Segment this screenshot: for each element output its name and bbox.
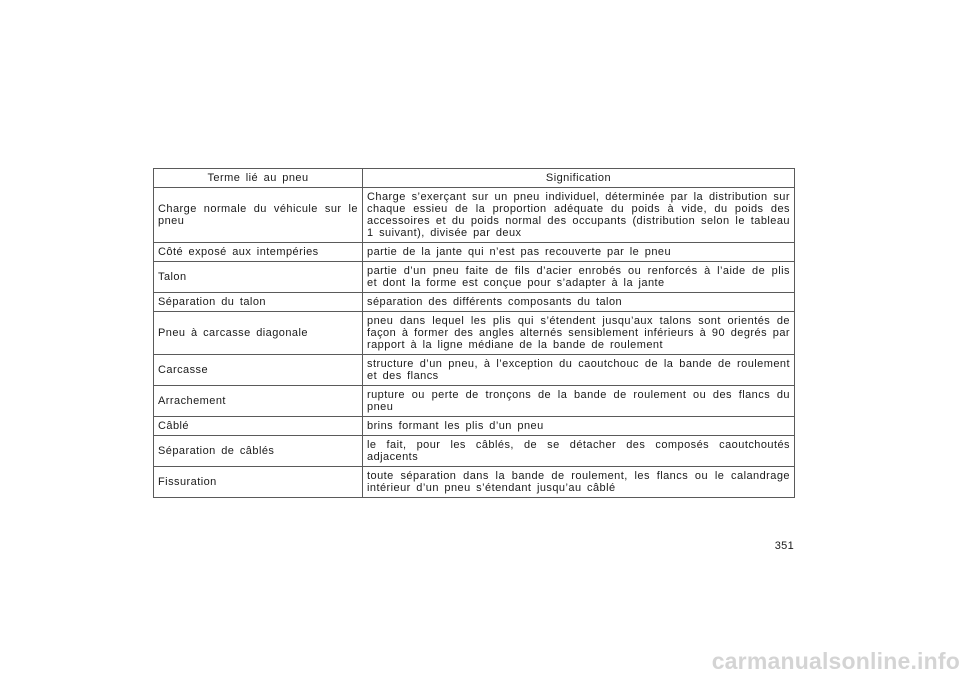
- meaning-cell: rupture ou perte de tronçons de la bande de roulement ou des flancs du pneu: [363, 386, 795, 417]
- meaning-cell: brins formant les plis d’un pneu: [363, 417, 795, 436]
- term-cell: Talon: [154, 262, 363, 293]
- table-row: [154, 386, 795, 417]
- meaning-cell: séparation des différents composants du talon: [363, 293, 795, 312]
- term-cell: Séparation du talon: [154, 293, 363, 312]
- meaning-cell: structure d’un pneu, à l’exception du caoutchouc de la bande de roulement et des flancs: [363, 355, 795, 386]
- table-row: [154, 188, 795, 243]
- page-number: 351: [774, 540, 794, 552]
- site-watermark: carmanualsonline.info: [711, 648, 960, 674]
- table-row: [154, 467, 795, 498]
- term-cell: Arrachement: [154, 386, 363, 417]
- meaning-cell: partie de la jante qui n’est pas recouverte par le pneu: [363, 243, 795, 262]
- term-cell: Côté exposé aux intempéries: [154, 243, 363, 262]
- table-header-row: [154, 169, 795, 188]
- table-row: [154, 293, 795, 312]
- meaning-cell: Charge s’exerçant sur un pneu individuel, déterminée par la distribution sur chaque essieu de la proportion adéquate du poids à vide, du poids des accessoires et du poids normal des occupants (distribution selon le tableau 1 suivant), divisée par deux: [363, 188, 795, 243]
- meaning-cell: toute séparation dans la bande de roulement, les flancs ou le calandrage intérieur d’un pneu s’étendant jusqu’au câblé: [363, 467, 795, 498]
- meaning-cell: partie d’un pneu faite de fils d’acier enrobés ou renforcés à l’aide de plis et dont la forme est conçue pour s’adapter à la jante: [363, 262, 795, 293]
- table-row: [154, 312, 795, 355]
- meaning-cell: pneu dans lequel les plis qui s’étendent jusqu’aux talons sont orientés de façon à former des angles alternés sensiblement inférieurs à 90 degrés par rapport à la ligne médiane de la bande de roulement: [363, 312, 795, 355]
- table-row: [154, 262, 795, 293]
- term-cell: Séparation de câblés: [154, 436, 363, 467]
- table-row: [154, 243, 795, 262]
- term-cell: Charge normale du véhicule sur le pneu: [154, 188, 363, 243]
- term-cell: Pneu à carcasse diagonale: [154, 312, 363, 355]
- header-meaning: Signification: [363, 169, 795, 188]
- meaning-cell: le fait, pour les câblés, de se détacher des composés caoutchoutés adjacents: [363, 436, 795, 467]
- term-cell: Fissuration: [154, 467, 363, 498]
- table-row: [154, 417, 795, 436]
- term-cell: Câblé: [154, 417, 363, 436]
- tire-terms-table: [153, 168, 795, 498]
- table-row: [154, 355, 795, 386]
- table-row: [154, 436, 795, 467]
- term-cell: Carcasse: [154, 355, 363, 386]
- header-term: Terme lié au pneu: [154, 169, 363, 188]
